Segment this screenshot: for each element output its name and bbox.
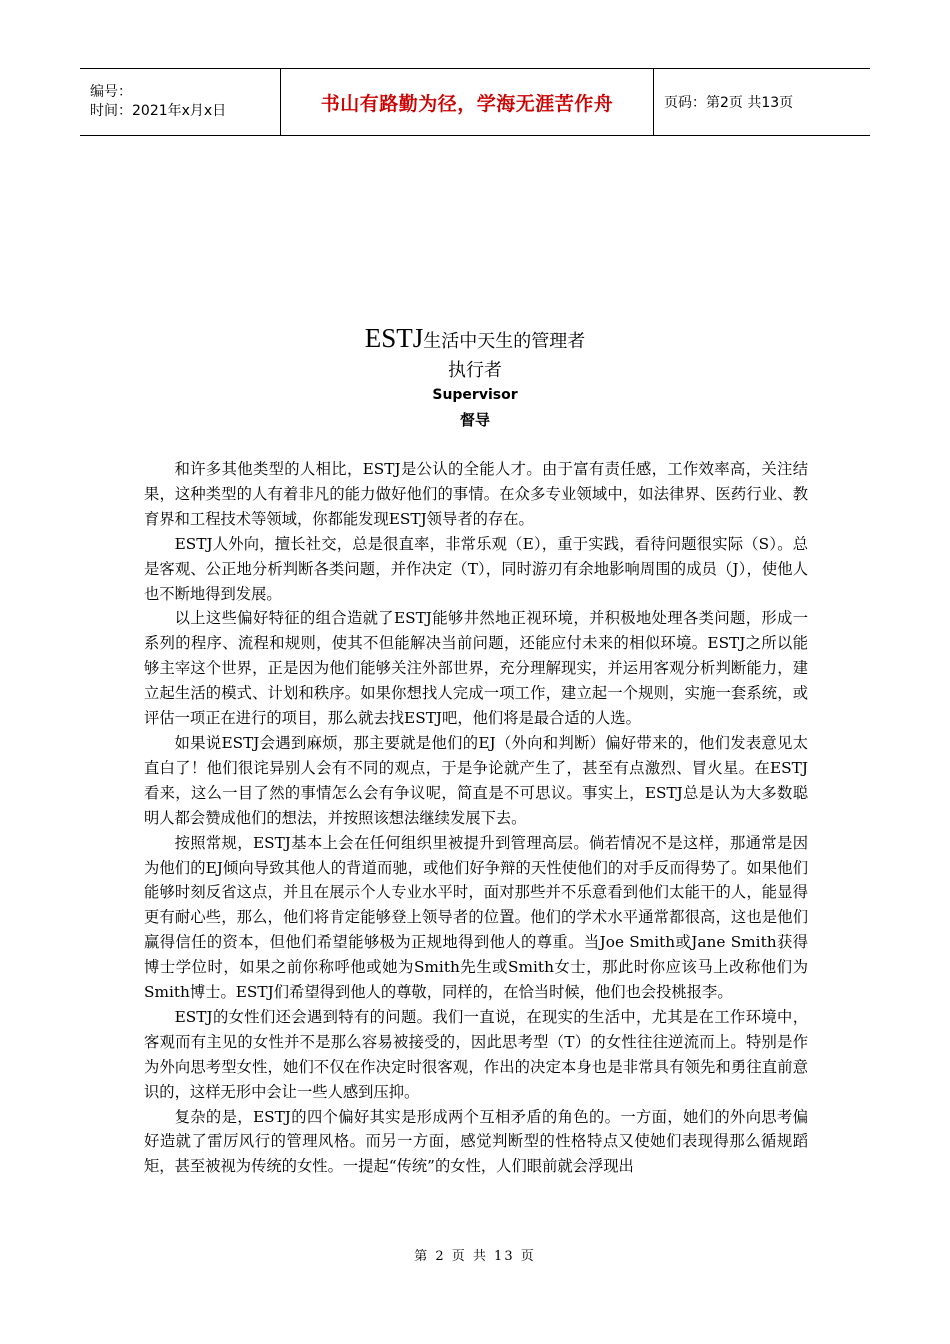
document-title bbox=[0, 322, 950, 358]
paragraph: 和许多其他类型的人相比，ESTJ是公认的全能人才。由于富有责任感，工作效率高，关注结果，这种类型的人有着非凡的能力做好他们的事情。在众多专业领域中，如法律界、医药行业、教育界和工程技术等领域，你都能发现ESTJ领导者的存在。 bbox=[144, 460, 808, 528]
header-meta-cell bbox=[80, 69, 281, 136]
header-page-cell bbox=[654, 69, 871, 136]
document-date-label: 时间：2021年x月x日 bbox=[90, 103, 227, 119]
title-type-code: ESTJ bbox=[364, 323, 424, 353]
paragraph: 以上这些偏好特征的组合造就了ESTJ能够井然地正视环境，并积极地处理各类问题，形成一系列的程序、流程和规则，使其不但能解决当前问题，还能应付未来的相似环境。ESTJ之所以能够主宰这个世界，正是因为他们能够关注外部世界，充分理解现实，并运用客观分析判断能力，建立起生活的模式、计划和秩序。如果你想找人完成一项工作，建立起一个规则，实施一套系统，或评估一项正在进行的项目，那么就去找ESTJ吧，他们将是最合适的人选。 bbox=[144, 609, 808, 728]
subtitle-supervisor-cn: 督导 bbox=[459, 411, 490, 429]
paragraph: 如果说ESTJ会遇到麻烦，那主要就是他们的EJ（外向和判断）偏好带来的，他们发表意见太直白了！他们很诧异别人会有不同的观点，于是争论就产生了，甚至有点激烈、冒火星。在ESTJ看来，这么一目了然的事情怎么会有争议呢，简直是不可思议。事实上，ESTJ总是认为大多数聪明人都会赞成他们的想法，并按照该想法继续发展下去。 bbox=[144, 733, 808, 827]
paragraph: ESTJ的女性们还会遇到特有的问题。我们一直说，在现实的生活中，尤其是在工作环境中，客观而有主见的女性并不是那么容易被接受的，因此思考型（T）的女性往往逆流而上。特别是作为外向思考型女性，她们不仅在作决定时很客观，作出的决定本身也是非常具有领先和勇往直前意识的，这样无形中会让一些人感到压抑。 bbox=[144, 1007, 808, 1101]
page-header bbox=[80, 68, 870, 136]
paragraph: 按照常规，ESTJ基本上会在任何组织里被提升到管理高层。倘若情况不是这样，那通常是因为他们的EJ倾向导致其他人的背道而驰，或他们好争辩的天性使他们的对手反而得势了。如果他们能够时刻反省这点，并且在展示个人专业水平时，面对那些并不乐意看到他们太能干的人，能显得更有耐心些，那么，他们将肯定能够登上领导者的位置。他们的学术水平通常都很高，这也是他们赢得信任的资本，但他们希望能够极为正规地得到他人的尊重。当Joe Smith或Jane Smith获得博士学位时，如果之前你称呼他或她为Smith先生或Smith女士，那此时你应该马上改称他们为Smith博士。ESTJ们希望得到他人的尊敬，同样的，在恰当时候，他们也会投桃报李。 bbox=[144, 833, 808, 1002]
paragraph: 复杂的是，ESTJ的四个偏好其实是形成两个互相矛盾的角色的。一方面，她们的外向思考偏好造就了雷厉风行的管理风格。而另一方面，感觉判断型的性格特点又使她们表现得那么循规蹈矩，甚至被视为传统的女性。一提起“传统”的女性，人们眼前就会浮现出 bbox=[144, 1107, 808, 1176]
document-number-label: 编号： bbox=[90, 84, 132, 100]
subtitle-supervisor: Supervisor bbox=[432, 387, 518, 403]
paragraph: ESTJ人外向，擅长社交，总是很直率，非常乐观（E），重于实践，看待问题很实际（S）。总是客观、公正地分析判断各类问题，并作决定（T），同时游刃有余地影响周围的成员（J），使他人也不断地得到发展。 bbox=[144, 534, 808, 603]
body-text bbox=[144, 457, 808, 1179]
page-footer: 第 2 页 共 13 页 bbox=[414, 1249, 536, 1264]
subtitle-executor: 执行者 bbox=[448, 360, 502, 381]
header-motto-cell bbox=[281, 69, 654, 136]
header-page-number: 页码：第2页 共13页 bbox=[664, 95, 794, 111]
header-motto: 书山有路勤为径，学海无涯苦作舟 bbox=[320, 92, 614, 115]
title-description: 生活中天生的管理者 bbox=[423, 331, 586, 352]
